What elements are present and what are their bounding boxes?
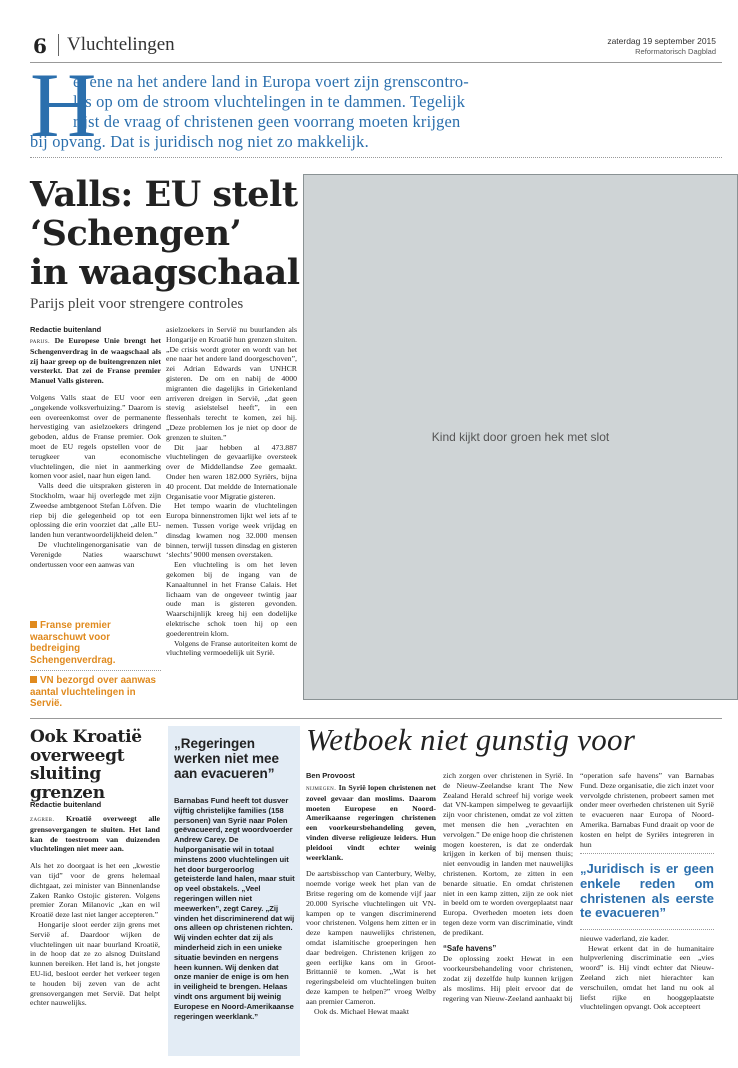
law-column-1 <box>306 783 436 1016</box>
headline-line: in waagschaal <box>30 252 300 293</box>
news-photo: Kind kijkt door groen hek met slot <box>303 174 738 700</box>
paragraph: Hongarije sloot eerder zijn grens met Servië af. Daardoor wijken de vluchtelingen uit naar buurland Kroatië, in de hoop dat ze zo alsnog Duitsland kunnen bereiken. Het land is, het jongste EU-lid, besloot eerder het verkeer tegen te houden bij zeven van de acht grensovergangen met Servië. Dat helpt echter nauwelijks. <box>30 919 160 1008</box>
bullet-square-icon <box>30 621 37 628</box>
paragraph: zich zorgen over christenen in Syrië. In de Nieuw-Zeelandse krant The New Zealand Herald schreef hij vorige week dat VN-kampen simpelweg te gevaarlijk zijn voor christenen, omdat ze vol zitten met mensen die hen „verachten en vervolgen.” De enige hoop die christenen mogen koesteren, is dat ze onderdak krijgen in kerken of bij mensen thuis; niet eenvoudig in landen met nauwelijks christenen. Kortom, ze zitten in een benarde situatie. En omdat christenen niet in een kamp zitten, zijn ze ook niet in beeld om te worden overgeplaatst naar Europa. Overheden moeten iets doen tegen deze vorm van discriminatie, vindt de predikant. <box>443 771 573 937</box>
intro-divider <box>30 157 722 158</box>
paragraph: Dit jaar hebben al 473.887 vluchtelingen de gevaarlijke oversteek over de Middellandse Zee gemaakt. Onder hen waren 182.000 Syriërs, bijna 40 procent. Dat meldde de Internationale Organisatie voor Migratie gisteren. <box>166 442 297 501</box>
paragraph: Ook ds. Michael Hewat maakt <box>314 1006 410 1016</box>
main-byline: Redactie buitenland <box>30 325 102 334</box>
bullet-list <box>30 620 161 710</box>
paragraph: Volgens Valls staat de EU voor een „ongekende volksverhuizing.” Daarom is een overeenkomst over de permanente hervestiging van asielzoekers dringend geboden, aldus de Franse premier. Ook moet de EU regels opstellen voor de terugkeer van economische vluchtelingen, die niet in aanmerking komen voor asiel, naar hun eigen land. <box>30 392 161 481</box>
intro-text <box>30 72 550 152</box>
law-column-2 <box>443 771 573 1003</box>
issue-date: zaterdag 19 september 2015 <box>607 36 716 46</box>
headline-line: ‘Schengen’ <box>30 213 242 254</box>
paragraph: nieuwe vaderland, zie kader. <box>580 933 669 943</box>
paragraph: De oplossing zoekt Hewat in een voorkeursbehandeling voor christenen, zodat zij dezelfde hulp kunnen krijgen als moslims. Hij pleit ervoor dat de regering van Nieuw-Zeeland aanhaakt bij <box>443 954 573 1003</box>
box-headline: „Regeringen werken niet mee aan evacueren” <box>174 736 280 781</box>
croatia-byline: Redactie buitenland <box>30 800 102 809</box>
dateline: parijs. <box>30 338 51 345</box>
intro-dropcap: H <box>30 54 97 156</box>
croatia-lead: zagreb. Kroatië overweegt alle grensovergangen te sluiten. Het land kan de toestroom van duizenden vluchtelingen niet meer aan. <box>30 814 161 854</box>
bullet-item: Franse premier waarschuwt voor bedreiging Schengenverdrag. <box>30 620 116 666</box>
section-title: Vluchtelingen <box>58 34 175 56</box>
paragraph: Het tempo waarin de vluchtelingen Europa binnenstromen lijkt wel iets af te nemen. Tussen vorige week vrijdag en dinsdag kwamen nog 32.000 mensen binnen, terwijl tussen dinsdag en gisteren ‘slechts’ 9000 mensen overstaken. <box>166 501 297 560</box>
law-lead: nijmegen. In Syrië lopen christenen net zoveel gevaar dan moslims. Daarom moeten Europese en Noord-Amerikaanse regeringen christenen een voorkeursbehandeling geven, vinden diverse religieuze leiders. Hun pleidooi vindt echter weinig weerklank. <box>306 783 437 862</box>
box-text: Barnabas Fund heeft tot dusver vijftig christelijke families (158 personen) van Syrië naar Polen geëvacueerd, zegt woordvoerder Andrew Carey. De hulporganisatie wil in totaal minstens 2000 vluchtelingen uit het door burgeroorlog geteisterde land halen, maar stuit op veel obstakels. „Veel regeringen willen niet meewerken”, zegt Carey. „Zij vinden het discriminerend dat wij ons alleen op christenen richten. Wij vinden echter dat zij als minderheid zich in een unieke situatie bevinden en nergens heen kunnen. Wij denken dat onze manier de enige is om hen in veiligheid te brengen. Helaas vindt ons argument bij weinig Europese en Noord-Amerikaanse regeringen weerklank.” <box>174 796 295 1021</box>
paragraph: Volgens de Franse autoriteiten komt de vluchteling vermoedelijk uit Syrië. <box>166 638 297 658</box>
paragraph: Hewat erkent dat in de humanitaire hulpverlening discriminatie een „vies woord” is. Hij vindt echter dat Nieuw-Zeeland zich niet hierachter kan verschuilen, omdat het land nu ook al liefst rijke en hooggeplaatste vluchtelingen opvangt. Ook accepteert <box>580 943 714 1012</box>
subhead: “Safe havens” <box>443 943 497 953</box>
headline-line: Valls: EU stelt <box>30 174 298 215</box>
intro-line: bij opvang. Dat is juridisch nog niet zo makkelijk. <box>30 132 369 151</box>
law-column-3 <box>580 771 714 1012</box>
paragraph: Een vluchteling is om het leven gekomen bij de ingang van de Kanaaltunnel in het Franse Calais. Het lichaam van de ongeveer twintig jaar oude man is gisteren gevonden. Waarschijnlijk kreeg hij een dodelijke elektrische schok toen hij op een goederentrein klom. <box>166 560 297 638</box>
newspaper-name: Reformatorisch Dagblad <box>635 47 716 56</box>
pull-quote: „Juridisch is er geen enkele reden om christenen als eerste te evacueren” <box>580 861 714 921</box>
dateline: nijmegen. <box>306 785 337 792</box>
main-headline <box>30 175 300 292</box>
intro-line: et ene na het andere land in Europa voert zijn grenscontro- <box>73 72 469 91</box>
croatia-column <box>30 814 160 1008</box>
paragraph: Valls deed die uitspraken gisteren in Stockholm, waar hij overlegde met zijn Zweedse ambtgenoot Stefan Löfven. Die riep bij die gelegenheid op tot een oplossing die erin voorziet dat „alle EU-landen hun verantwoordelijkheid delen.” <box>30 481 161 540</box>
paragraph: De vluchtelingenorganisatie van de Verenigde Naties waarschuwt ondertussen voor een aanwas van <box>30 539 161 569</box>
main-lead: parijs. De Europese Unie brengt het Schengenverdrag in de waagschaal als zij haar greep op de buitengrenzen niet versterkt. Dat zei de Franse premier Manuel Valls gisteren. <box>30 336 162 386</box>
intro-line: les op om de stroom vluchtelingen in te dammen. Tegelijk <box>73 92 466 111</box>
law-headline: Wetboek niet gunstig voor <box>306 722 636 757</box>
main-subtitle: Parijs pleit voor strengere controles <box>30 296 244 312</box>
page-number: 6 <box>33 34 47 58</box>
main-column-1 <box>30 336 161 569</box>
section-rule <box>30 718 722 719</box>
paragraph: “operation safe havens” van Barnabas Fund. Deze organisatie, die zich inzet voor vervolgde christenen, probeert samen met onder meer overheden christenen uit Syrië te evacueren naar Europa of Noord-Amerika. Barnabas Fund draait op voor de kosten en helpt de Syriërs integreren in hun <box>580 771 714 849</box>
header-rule <box>30 62 722 63</box>
paragraph: Als het zo doorgaat is het een „kwestie van tijd” voor de grens helemaal dichtgaat, zei minister van Binnenlandse Zaken Ranko Ostojic gisteren. Volgens premier Zoran Milanovic „kan en wil Kroatië deze last niet langer accepteren.” <box>30 861 160 920</box>
bullet-square-icon <box>30 676 37 683</box>
main-column-2 <box>166 325 297 658</box>
paragraph: De aartsbisschop van Canterbury, Welby, noemde vorige week het plan van de Britse regering om de komende vijf jaar 20.000 Syrische vluchtelingen uit VN-kampen op te vangen discriminerend voor christenen. Volgens hem zitten er in deze kampen nauwelijks christenen, omdat islamitische groeperingen hen daar bedreigen. Christenen krijgen zo geen eerlijke kans om in Groot-Brittannië te komen. „Wat is het regeringsbeleid om vluchtelingen buiten deze kampen te helpen?” vroeg Welby aan premier Cameron. <box>306 869 436 1006</box>
croatia-headline: Ook Kroatië overweegt sluiting grenzen <box>30 727 142 803</box>
bullet-item: VN bezorgd over aanwas aantal vluchtelingen in Servië. <box>30 675 156 709</box>
paragraph: asielzoekers in Servië nu buurlanden als Hongarije en Kroatië hun grenzen sluiten. „De crisis wordt groter en wordt van het ene naar het andere land doorgeschoven”, zei Adrian Edwards van UNHCR gisteren. De om en nabij de 4000 migranten die dagelijks in Griekenland arriveren dreigen in Servië, „dat geen stevig asielstelsel heeft”, in een flessenhals terecht te komen, zei hij. „Deze problemen los je niet op door de grenzen te sluiten.” <box>166 325 297 442</box>
law-byline: Ben Provoost <box>306 771 355 780</box>
dateline: zagreb. <box>30 816 55 823</box>
intro-line: rijst de vraag of christenen geen voorrang moeten krijgen <box>73 112 461 131</box>
